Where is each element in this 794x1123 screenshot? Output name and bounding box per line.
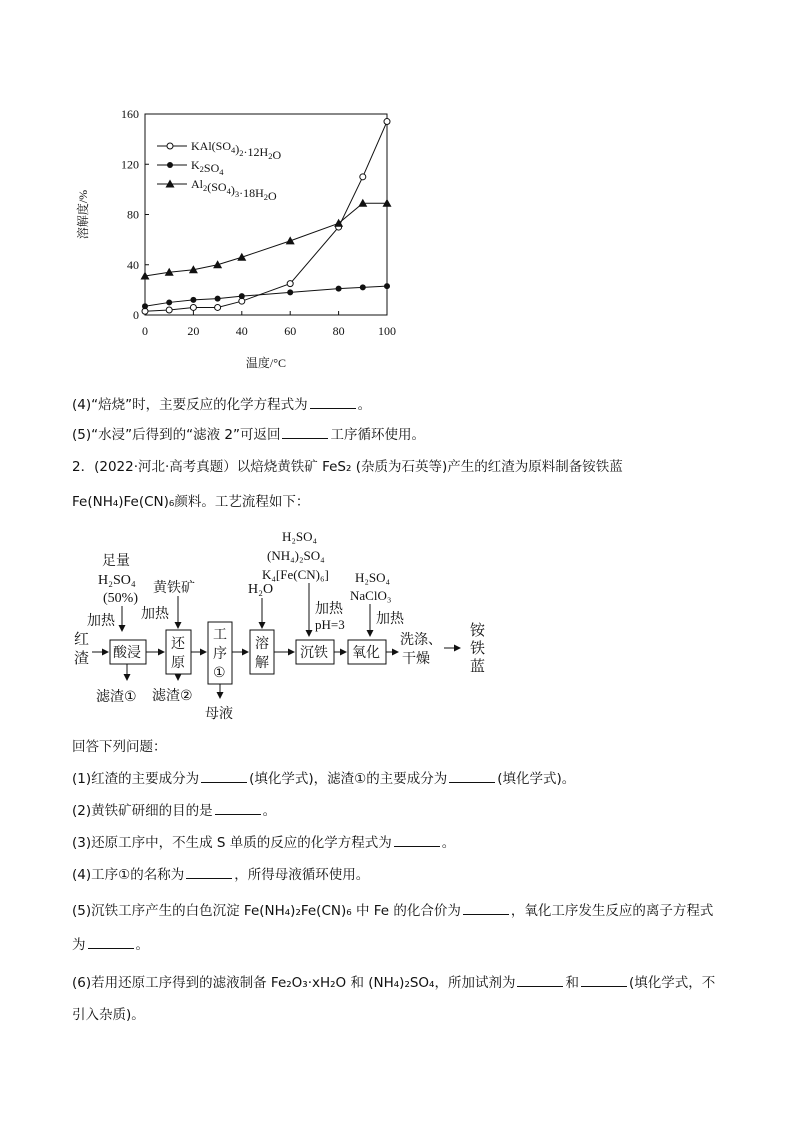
reagent1-conc: (50%): [103, 591, 138, 606]
out-filter-residue-2: 滤渣②: [152, 688, 193, 704]
question-1: (1)红渣的主要成分为 (填化学式)，滤渣①的主要成分为 (填化学式)。: [72, 771, 576, 787]
question-5: (5)沉铁工序产生的白色沉淀 Fe(NH₄)₂Fe(CN)₆ 中 Fe 的化合价为 ，氧化工序发生反应的离子方程式: [72, 903, 714, 919]
legend-marker-1: [167, 162, 173, 168]
data-point-2: [286, 236, 295, 244]
box-oxidize: 氧化: [352, 645, 380, 661]
product-ammonium-iron-blue-2: 铁: [470, 639, 486, 657]
series-line-2: [145, 203, 387, 276]
x-tick-label: 0: [142, 324, 148, 338]
start-red-slag-2: 渣: [74, 649, 90, 667]
y-tick-label: 0: [133, 308, 139, 322]
data-point-1: [142, 303, 148, 309]
data-point-0: [287, 281, 293, 287]
data-point-0: [190, 304, 196, 310]
y-axis-label: 溶解度/%: [76, 189, 90, 240]
solubility-chart: [60, 100, 400, 380]
question-4-roast: (4)“焙烧”时，主要反应的化学方程式为 。: [72, 397, 372, 413]
product-ammonium-iron-blue-3: 蓝: [470, 657, 486, 675]
x-tick-label: 20: [187, 324, 200, 338]
question-5-cont: 为 。: [72, 937, 149, 953]
data-point-1: [384, 283, 390, 289]
answer-blank[interactable]: [186, 866, 232, 879]
answer-blank[interactable]: [394, 834, 440, 847]
reagent6-naclo3: NaClO₃: [350, 588, 392, 603]
data-point-1: [239, 293, 245, 299]
data-point-0: [360, 174, 366, 180]
answer-blank[interactable]: [282, 426, 328, 439]
data-point-1: [360, 284, 366, 290]
product-ammonium-iron-blue: 铵: [470, 621, 486, 639]
box-dissolve: 溶: [255, 636, 269, 652]
process-flow-diagram: [60, 520, 500, 725]
reagent1-label: 足量: [102, 553, 130, 569]
data-point-1: [336, 286, 342, 292]
data-point-1: [215, 296, 221, 302]
answer-blank[interactable]: [463, 902, 509, 915]
data-point-0: [215, 304, 221, 310]
reagent6-heat: 加热: [376, 611, 404, 627]
answer-blank[interactable]: [201, 770, 247, 783]
problem-2-intro-line2: Fe(NH₄)Fe(CN)₆颜料。工艺流程如下：: [72, 494, 310, 510]
data-point-1: [190, 297, 196, 303]
box-step1-2: 序: [213, 646, 227, 662]
box-dissolve-2: 解: [255, 655, 269, 671]
reagent2-heat: 加热: [141, 606, 169, 622]
legend-marker-0: [167, 143, 173, 149]
data-point-0: [384, 119, 390, 125]
reagent5-k4fecn6: K₄[Fe(CN)₆]: [262, 567, 329, 582]
y-tick-label: 120: [121, 157, 139, 172]
legend-label-2: $Al_2(SO_4)_3\cdot 18H_2O$: [191, 177, 277, 203]
answer-blank[interactable]: [517, 974, 563, 987]
reagent2-pyrite: 黄铁矿: [153, 580, 195, 596]
answer-blank[interactable]: [215, 802, 261, 815]
reagent1-heat: 加热: [87, 613, 115, 629]
data-point-1: [287, 289, 293, 295]
step-wash-dry-2: 干燥: [402, 651, 430, 667]
answer-blank[interactable]: [310, 396, 356, 409]
reagent5-ph: pH=3: [315, 617, 345, 632]
box-step1-3: ①: [213, 665, 226, 681]
data-point-2: [237, 253, 246, 261]
data-point-0: [166, 307, 172, 313]
answer-blank[interactable]: [581, 974, 627, 987]
y-tick-label: 160: [121, 107, 139, 121]
reagent6-h2so4: H₂SO₄: [355, 570, 391, 585]
box-reduce-2: 原: [171, 655, 185, 671]
out-filter-residue-1: 滤渣①: [96, 689, 137, 705]
question-3: (3)还原工序中，不生成 S 单质的反应的化学方程式为 。: [72, 835, 456, 851]
box-acid-leach: 酸浸: [113, 645, 141, 661]
step-wash-dry: 洗涤、: [400, 632, 442, 648]
y-tick-label: 80: [127, 207, 139, 222]
question-5-leach: (5)“水浸”后得到的“滤液 2”可返回 工序循环使用。: [72, 427, 425, 443]
box-reduce: 还: [171, 636, 185, 652]
x-axis-label: 温度/°C: [245, 356, 287, 370]
problem-2-intro-line1: 2．(2022·河北·高考真题）以焙烧黄铁矿 FeS₂ (杂质为石英等)产生的红渣为原料制备铵铁蓝: [72, 459, 623, 475]
box-step1: 工: [213, 627, 227, 643]
reagent1-formula: H₂SO₄: [98, 573, 136, 588]
legend-label-0: $KAl(SO_4)_2\cdot 12H_2O$: [191, 139, 282, 162]
question-4: (4)工序①的名称为 ，所得母液循环使用。: [72, 867, 370, 883]
out-mother-liquor: 母液: [205, 706, 233, 722]
x-tick-label: 80: [332, 324, 345, 338]
box-precipitate-iron: 沉铁: [300, 645, 328, 661]
question-6-cont: 引入杂质)。: [72, 1007, 145, 1023]
question-6: (6)若用还原工序得到的滤液制备 Fe₂O₃·xH₂O 和 (NH₄)₂SO₄，所加试剂为 和 (填化学式，不: [72, 975, 716, 991]
start-red-slag: 红: [74, 630, 90, 648]
question-2: (2)黄铁矿研细的目的是 。: [72, 803, 277, 819]
data-point-1: [166, 299, 172, 305]
x-tick-label: 40: [235, 324, 248, 338]
reagent5-h2so4: H₂SO₄: [282, 529, 318, 544]
reagent5-heat: 加热: [315, 601, 343, 617]
reagent4-water: H₂O: [248, 582, 274, 597]
x-tick-label: 60: [284, 324, 297, 338]
series-line-1: [145, 286, 387, 306]
answer-blank[interactable]: [88, 936, 134, 949]
y-tick-label: 40: [127, 257, 139, 272]
reagent5-nh4so4: (NH₄)₂SO₄: [267, 548, 325, 563]
answer-header: 回答下列问题：: [72, 739, 167, 755]
x-tick-label: 100: [378, 324, 396, 338]
answer-blank[interactable]: [449, 770, 495, 783]
legend-label-1: $K_2SO_4$: [191, 158, 224, 177]
